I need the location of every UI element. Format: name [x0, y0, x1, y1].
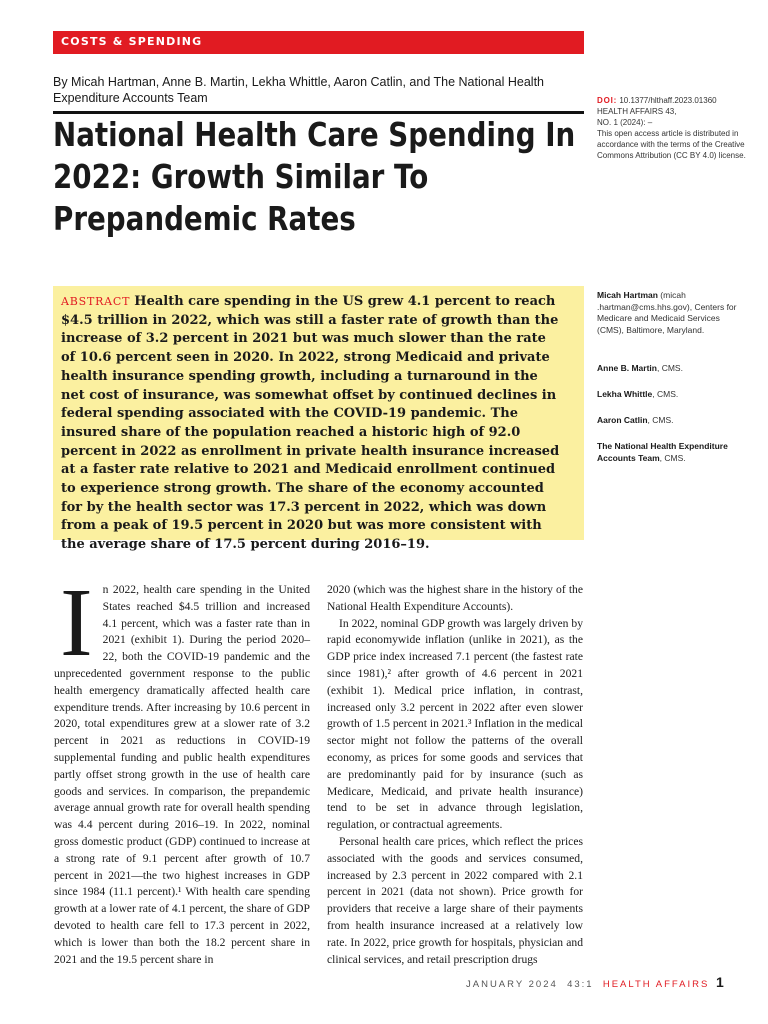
body-paragraph: Personal health care prices, which reflect the prices associated with the goods and services consumed, increased by 2.3 percent in 2022 compared with 2.1 percent in 2021 (data not shown). Price growth for providers that receive a large share of their payments from health insurance increased at a relatively low rate. In 2022, price growth for hospitals, physician and clinical services, and retail prescription drugs — [327, 834, 583, 966]
section-label: COSTS & SPENDING — [61, 35, 203, 48]
footer-issue: 43:1 — [567, 979, 594, 990]
author-byline: By Micah Hartman, Anne B. Martin, Lekha Whittle, Aaron Catlin, and The National Health Expenditure Accounts Team — [53, 75, 544, 105]
body-text: n 2022, health care spending in the United States reached $4.5 trillion and increased 4.1 percent, which was a faster rate than in 2021 (exhibit 1). During the period 2020–22, both the COVID-19 pandemic and the unprecedented government response to the public health emergency dramatically affected health care expenditure trends. After increasing by 10.6 percent in 2020, total expenditures grew at a slower rate of 3.2 percent in 2021 as reductions in COVID-19 supplemental funding and public health expenditures partly offset strong growth in the use of health care goods and services. In comparison, the prepandemic average annual growth rate for overall health spending was 4.4 percent during 2016–19. In 2022, nominal gross domestic product (GDP) continued to increase at a strong rate of 9.1 percent after growth of 10.7 percent in 2021—the two highest increases in GDP since 1984 (11.1 percent).¹ With health care spending growth at a lower rate of 4.1 percent, the share of GDP devoted to health care fell to 17.3 percent in 2022, which is lower than both the 18.2 percent share in 2021 and the 19.5 percent share in — [54, 583, 310, 966]
page-footer — [466, 979, 709, 990]
author-detail: , CMS. — [647, 415, 674, 425]
page-number: 1 — [716, 974, 724, 990]
author-name: Aaron Catlin — [597, 415, 648, 425]
footer-journal: HEALTH AFFAIRS — [602, 979, 710, 990]
author-name: Lekha Whittle — [597, 389, 653, 399]
title-line: National Health Care Spending In — [53, 115, 576, 154]
article-title — [53, 114, 576, 240]
abstract — [61, 293, 561, 555]
abstract-text: Health care spending in the US grew 4.1 percent to reach $4.5 trillion in 2022, which was still a faster rate of growth than the increase of 3.2 percent in 2021 but was much slower than the rate of 10.6 percent seen in 2020. In 2022, strong Medicaid and private health insurance spending growth, including a turnaround in the net cost of insurance, was somewhat offset by continued declines in federal spending associated with the COVID-19 pandemic. The insured share of the population reached a historic high of 92.0 percent in 2022 as enrollment in private health insurance increased at a faster rate relative to 2021 and Medicaid enrollment continued to experience strong growth. The share of the economy accounted for by the health sector was 17.3 percent in 2022, which was down from a peak of 19.5 percent in 2020 but was more consistent with the average share of 17.5 percent during 2016–19. — [61, 294, 560, 553]
doi-sidebar — [597, 95, 747, 161]
section-label-bar — [53, 31, 584, 54]
author-detail: (micah .hartman@cms.hhs.gov), Centers for Medicare and Medicaid Services (CMS), Baltimore, Maryland. — [597, 290, 737, 335]
doi-link[interactable]: 10.1377/hlthaff.2023.01360 — [617, 96, 717, 105]
author-name: Micah Hartman — [597, 290, 658, 300]
body-paragraph: 2020 (which was the highest share in the history of the National Health Expenditure Accounts). — [327, 583, 583, 613]
author-affiliation — [597, 389, 747, 401]
license-note: This open access article is distributed in accordance with the terms of the Creative Commons Attribution (CC BY 4.0) license. — [597, 129, 746, 160]
author-detail: , CMS. — [656, 363, 683, 373]
journal-issue: NO. 1 (2024): – — [597, 118, 653, 127]
author-detail: , CMS. — [652, 389, 679, 399]
footer-date: JANUARY 2024 — [466, 979, 558, 990]
author-detail: , CMS. — [659, 452, 686, 463]
abstract-label: ABSTRACT — [61, 295, 131, 308]
author-name: The National Health Expenditure Accounts Team — [597, 441, 728, 463]
body-paragraph — [54, 569, 310, 968]
body-paragraph: In 2022, nominal GDP growth was largely driven by rapid economywide inflation (unlike in 2021), as the GDP price index increased 7.1 percent (the fastest rate since 1981),² after growth of 4.6 percent in 2021 (exhibit 1). Medical price inflation, in contrast, increased only 3.2 percent in 2022 after even slower growth of 1.5 percent in 2021.³ Inflation in the medical sector might not follow the patterns of the overall economy, as prices for some goods and services that are predominantly paid for by insurance (such as Medicare, Medicaid, and private health insurance) tend to be set in advance through legislation, regulation, or contractual agreements. — [327, 616, 583, 832]
title-line: 2022: Growth Similar To — [53, 157, 429, 196]
body-column-left — [54, 569, 310, 968]
author-name: Anne B. Martin — [597, 363, 657, 373]
author-affiliation — [597, 441, 747, 464]
author-affiliation — [597, 363, 747, 375]
journal-citation: HEALTH AFFAIRS 43, — [597, 107, 677, 116]
doi-label: DOI: — [597, 96, 618, 105]
author-affiliation — [597, 290, 747, 336]
title-line: Prepandemic Rates — [53, 199, 356, 238]
body-column-right — [327, 582, 583, 968]
drop-cap: I — [60, 569, 93, 677]
author-affiliation — [597, 415, 747, 427]
